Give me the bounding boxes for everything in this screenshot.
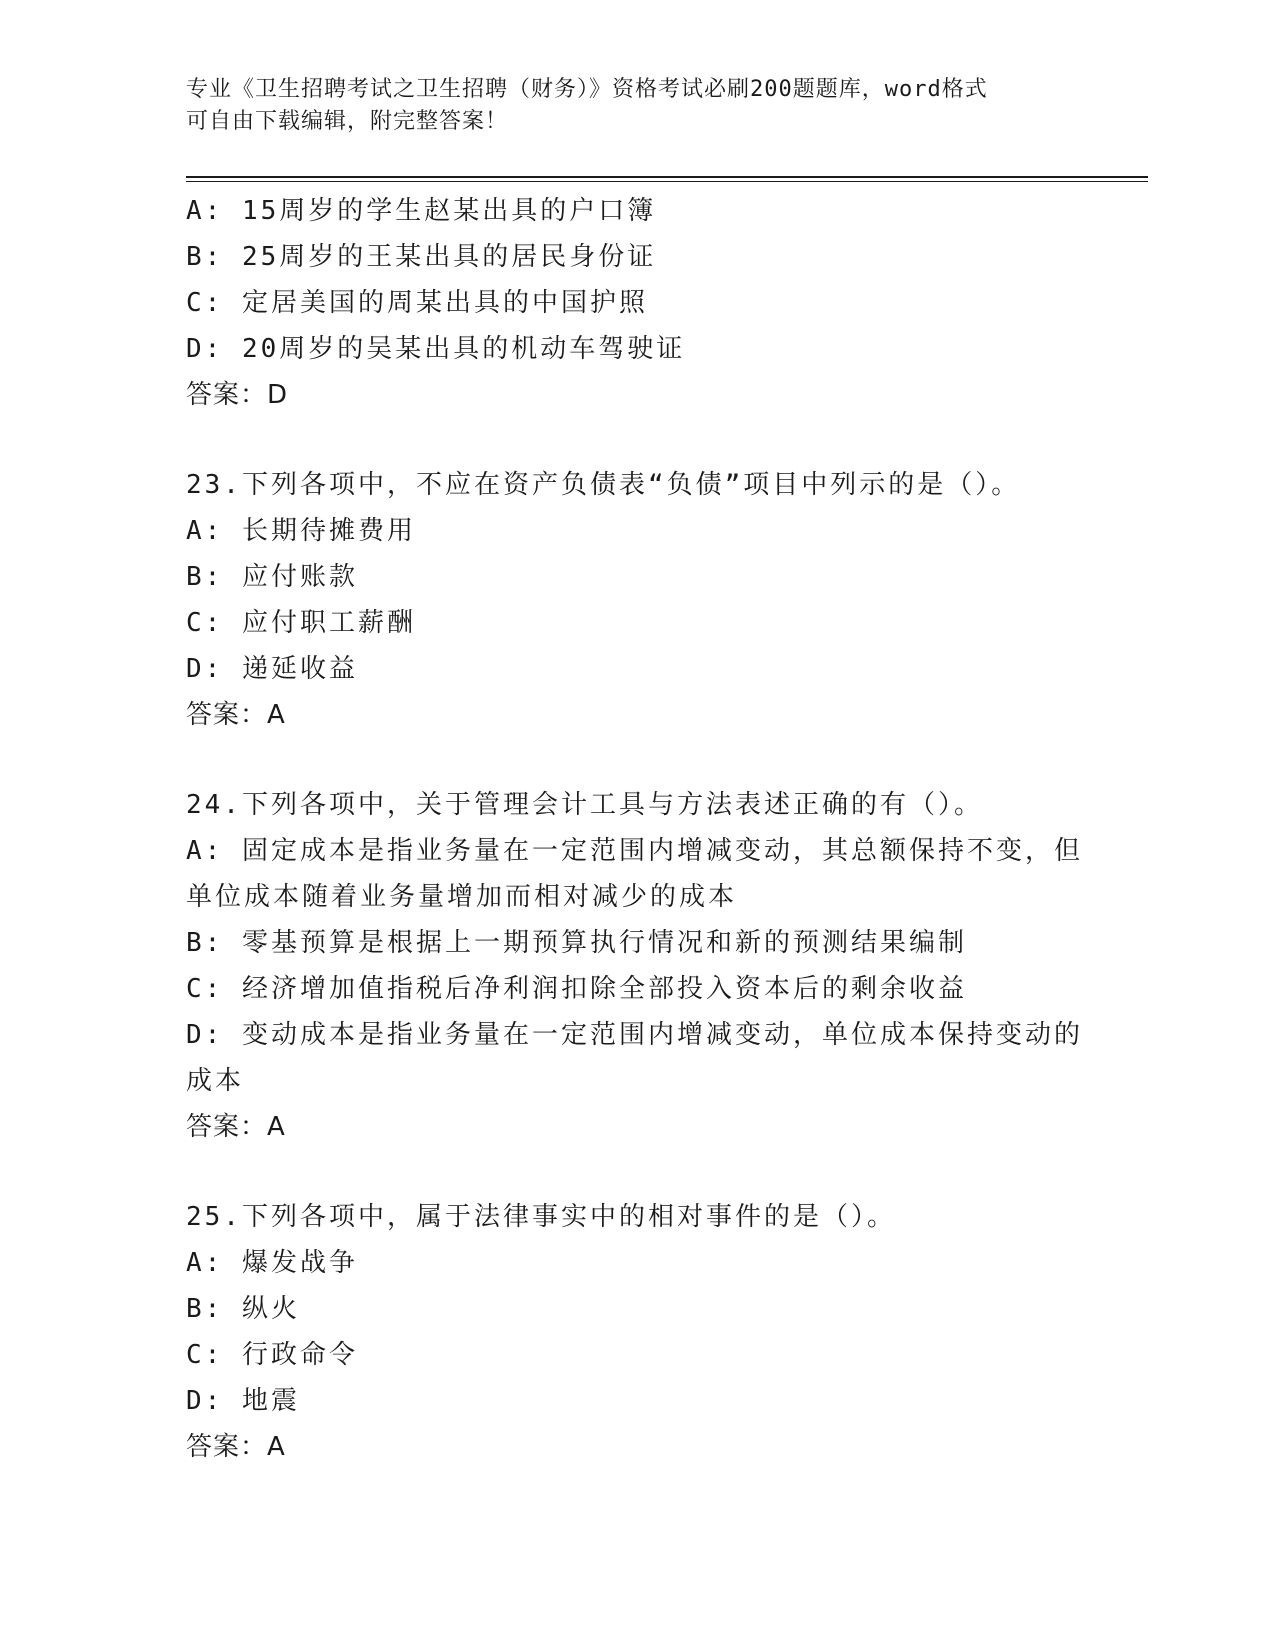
option-d: D: 变动成本是指业务量在一定范围内增减变动，单位成本保持变动的 xyxy=(186,1020,1083,1050)
question-stem: 24.下列各项中，关于管理会计工具与方法表述正确的有（）。 xyxy=(186,790,983,820)
option-c: C: 经济增加值指税后净利润扣除全部投入资本后的剩余收益 xyxy=(186,974,967,1004)
question-stem: 23.下列各项中，不应在资产负债表“负债”项目中列示的是（）。 xyxy=(186,470,1021,500)
question-stem: 25.下列各项中，属于法律事实中的相对事件的是（）。 xyxy=(186,1202,896,1232)
question-23 xyxy=(186,462,1086,738)
option-c: C: 行政命令 xyxy=(186,1340,358,1370)
option-c: C: 定居美国的周某出具的中国护照 xyxy=(186,288,648,318)
answer: 答案：A xyxy=(186,700,286,730)
option-d: D: 20周岁的吴某出具的机动车驾驶证 xyxy=(186,334,686,364)
question-25 xyxy=(186,1194,1086,1470)
option-b: B: 零基预算是根据上一期预算执行情况和新的预测结果编制 xyxy=(186,928,967,958)
option-b: B: 纵火 xyxy=(186,1294,300,1324)
answer: 答案：D xyxy=(186,380,289,410)
document-header xyxy=(186,74,1086,138)
spacer xyxy=(186,1150,1086,1194)
option-a: A: 固定成本是指业务量在一定范围内增减变动，其总额保持不变，但 xyxy=(186,836,1083,866)
header-divider-thin xyxy=(186,181,1148,182)
option-d-continued: 成本 xyxy=(186,1066,245,1096)
question-list xyxy=(186,188,1086,1470)
answer: 答案：A xyxy=(186,1112,286,1142)
option-c: C: 应付职工薪酬 xyxy=(186,608,416,638)
question-22-continued xyxy=(186,188,1086,418)
option-b: B: 25周岁的王某出具的居民身份证 xyxy=(186,242,657,272)
option-a-continued: 单位成本随着业务量增加而相对减少的成本 xyxy=(186,882,738,912)
option-a: A: 15周岁的学生赵某出具的户口簿 xyxy=(186,196,657,226)
option-a: A: 爆发战争 xyxy=(186,1248,358,1278)
header-divider-thick xyxy=(186,176,1148,178)
option-a: A: 长期待摊费用 xyxy=(186,516,416,546)
spacer xyxy=(186,738,1086,782)
answer: 答案：A xyxy=(186,1432,286,1462)
question-24 xyxy=(186,782,1086,1150)
option-d: D: 递延收益 xyxy=(186,654,358,684)
header-line-2: 可自由下载编辑，附完整答案！ xyxy=(186,109,509,134)
header-line-1: 专业《卫生招聘考试之卫生招聘（财务）》资格考试必刷200题题库，word格式 xyxy=(186,77,988,102)
spacer xyxy=(186,418,1086,462)
option-d: D: 地震 xyxy=(186,1386,300,1416)
option-b: B: 应付账款 xyxy=(186,562,358,592)
